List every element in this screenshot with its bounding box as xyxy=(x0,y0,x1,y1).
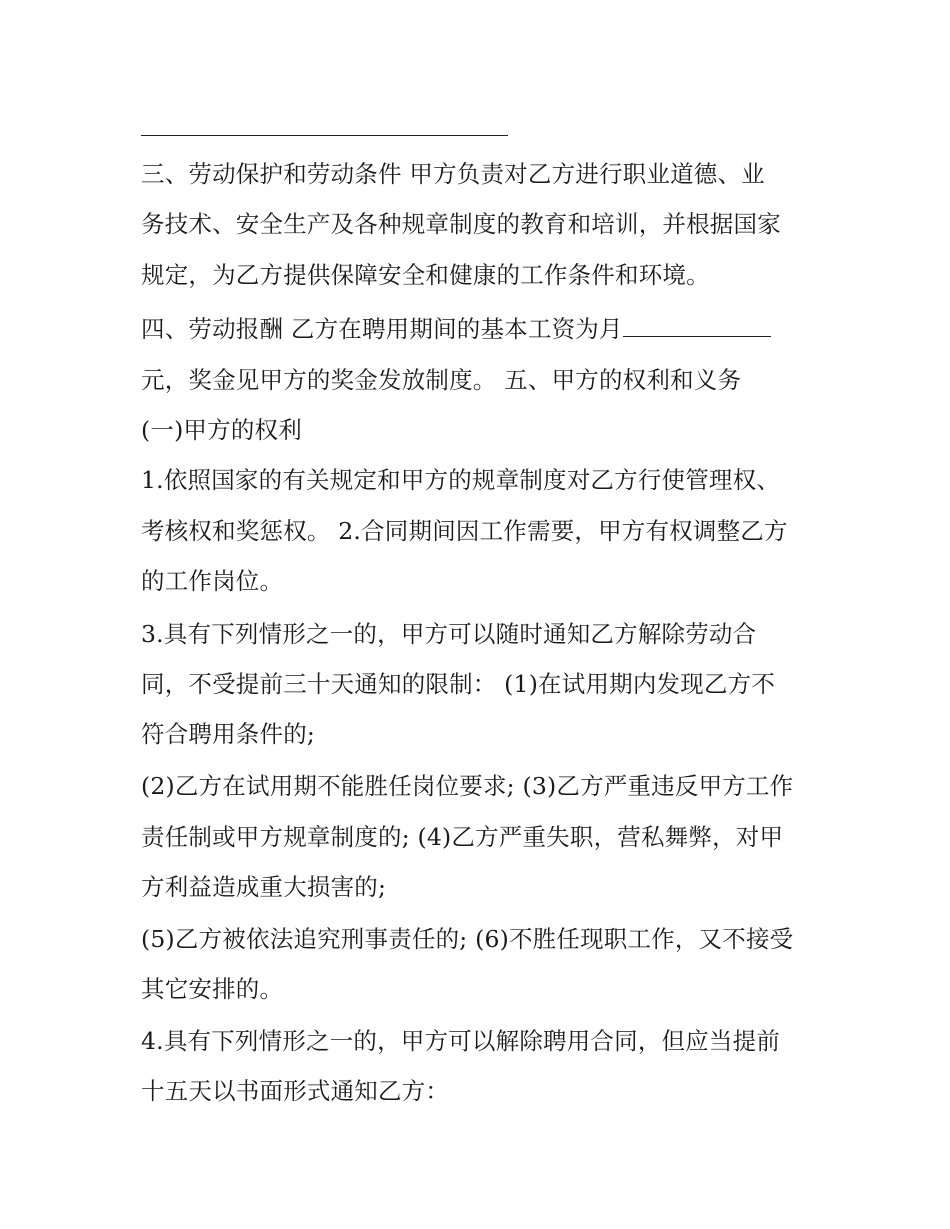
text-line-with-blank xyxy=(141,313,771,345)
text-line: 符合聘用条件的; xyxy=(141,720,316,748)
text-line: (5)乙方被依法追究刑事责任的; (6)不胜任现职工作，又不接受 xyxy=(141,925,794,953)
text-line: 方利益造成重大损害的; xyxy=(141,873,387,901)
text-line: 4.具有下列情形之一的，甲方可以解除聘用合同，但应当提前 xyxy=(141,1027,781,1055)
text-line: 同，不受提前三十天通知的限制： (1)在试用期内发现乙方不 xyxy=(141,670,776,698)
text-line: 规定，为乙方提供保障安全和健康的工作条件和环境。 xyxy=(141,261,710,289)
text-line: 元，奖金见甲方的奖金发放制度。 五、甲方的权利和义务 xyxy=(141,366,742,394)
text-line: 责任制或甲方规章制度的; (4)乙方严重失职，营私舞弊，对甲 xyxy=(141,823,784,851)
text-line: 务技术、安全生产及各种规章制度的教育和培训，并根据国家 xyxy=(141,210,781,238)
text-segment: 四、劳动报酬 乙方在聘用期间的基本工资为月 xyxy=(141,315,623,343)
text-line: 考核权和奖惩权。 2.合同期间因工作需要，甲方有权调整乙方 xyxy=(141,517,788,545)
fill-in-blank-rule xyxy=(141,135,508,136)
text-line: 1.依照国家的有关规定和甲方的规章制度对乙方行使管理权、 xyxy=(141,466,781,494)
salary-blank xyxy=(623,314,771,337)
text-line: 十五天以书面形式通知乙方： xyxy=(141,1077,450,1105)
text-line: 三、劳动保护和劳动条件 甲方负责对乙方进行职业道德、业 xyxy=(141,160,765,188)
text-line: 其它安排的。 xyxy=(141,975,284,1003)
section-heading: (一)甲方的权利 xyxy=(141,416,302,444)
text-line: (2)乙方在试用期不能胜任岗位要求; (3)乙方严重违反甲方工作 xyxy=(141,772,794,800)
text-line: 3.具有下列情形之一的，甲方可以随时通知乙方解除劳动合 xyxy=(141,620,757,648)
text-line: 的工作岗位。 xyxy=(141,567,284,595)
